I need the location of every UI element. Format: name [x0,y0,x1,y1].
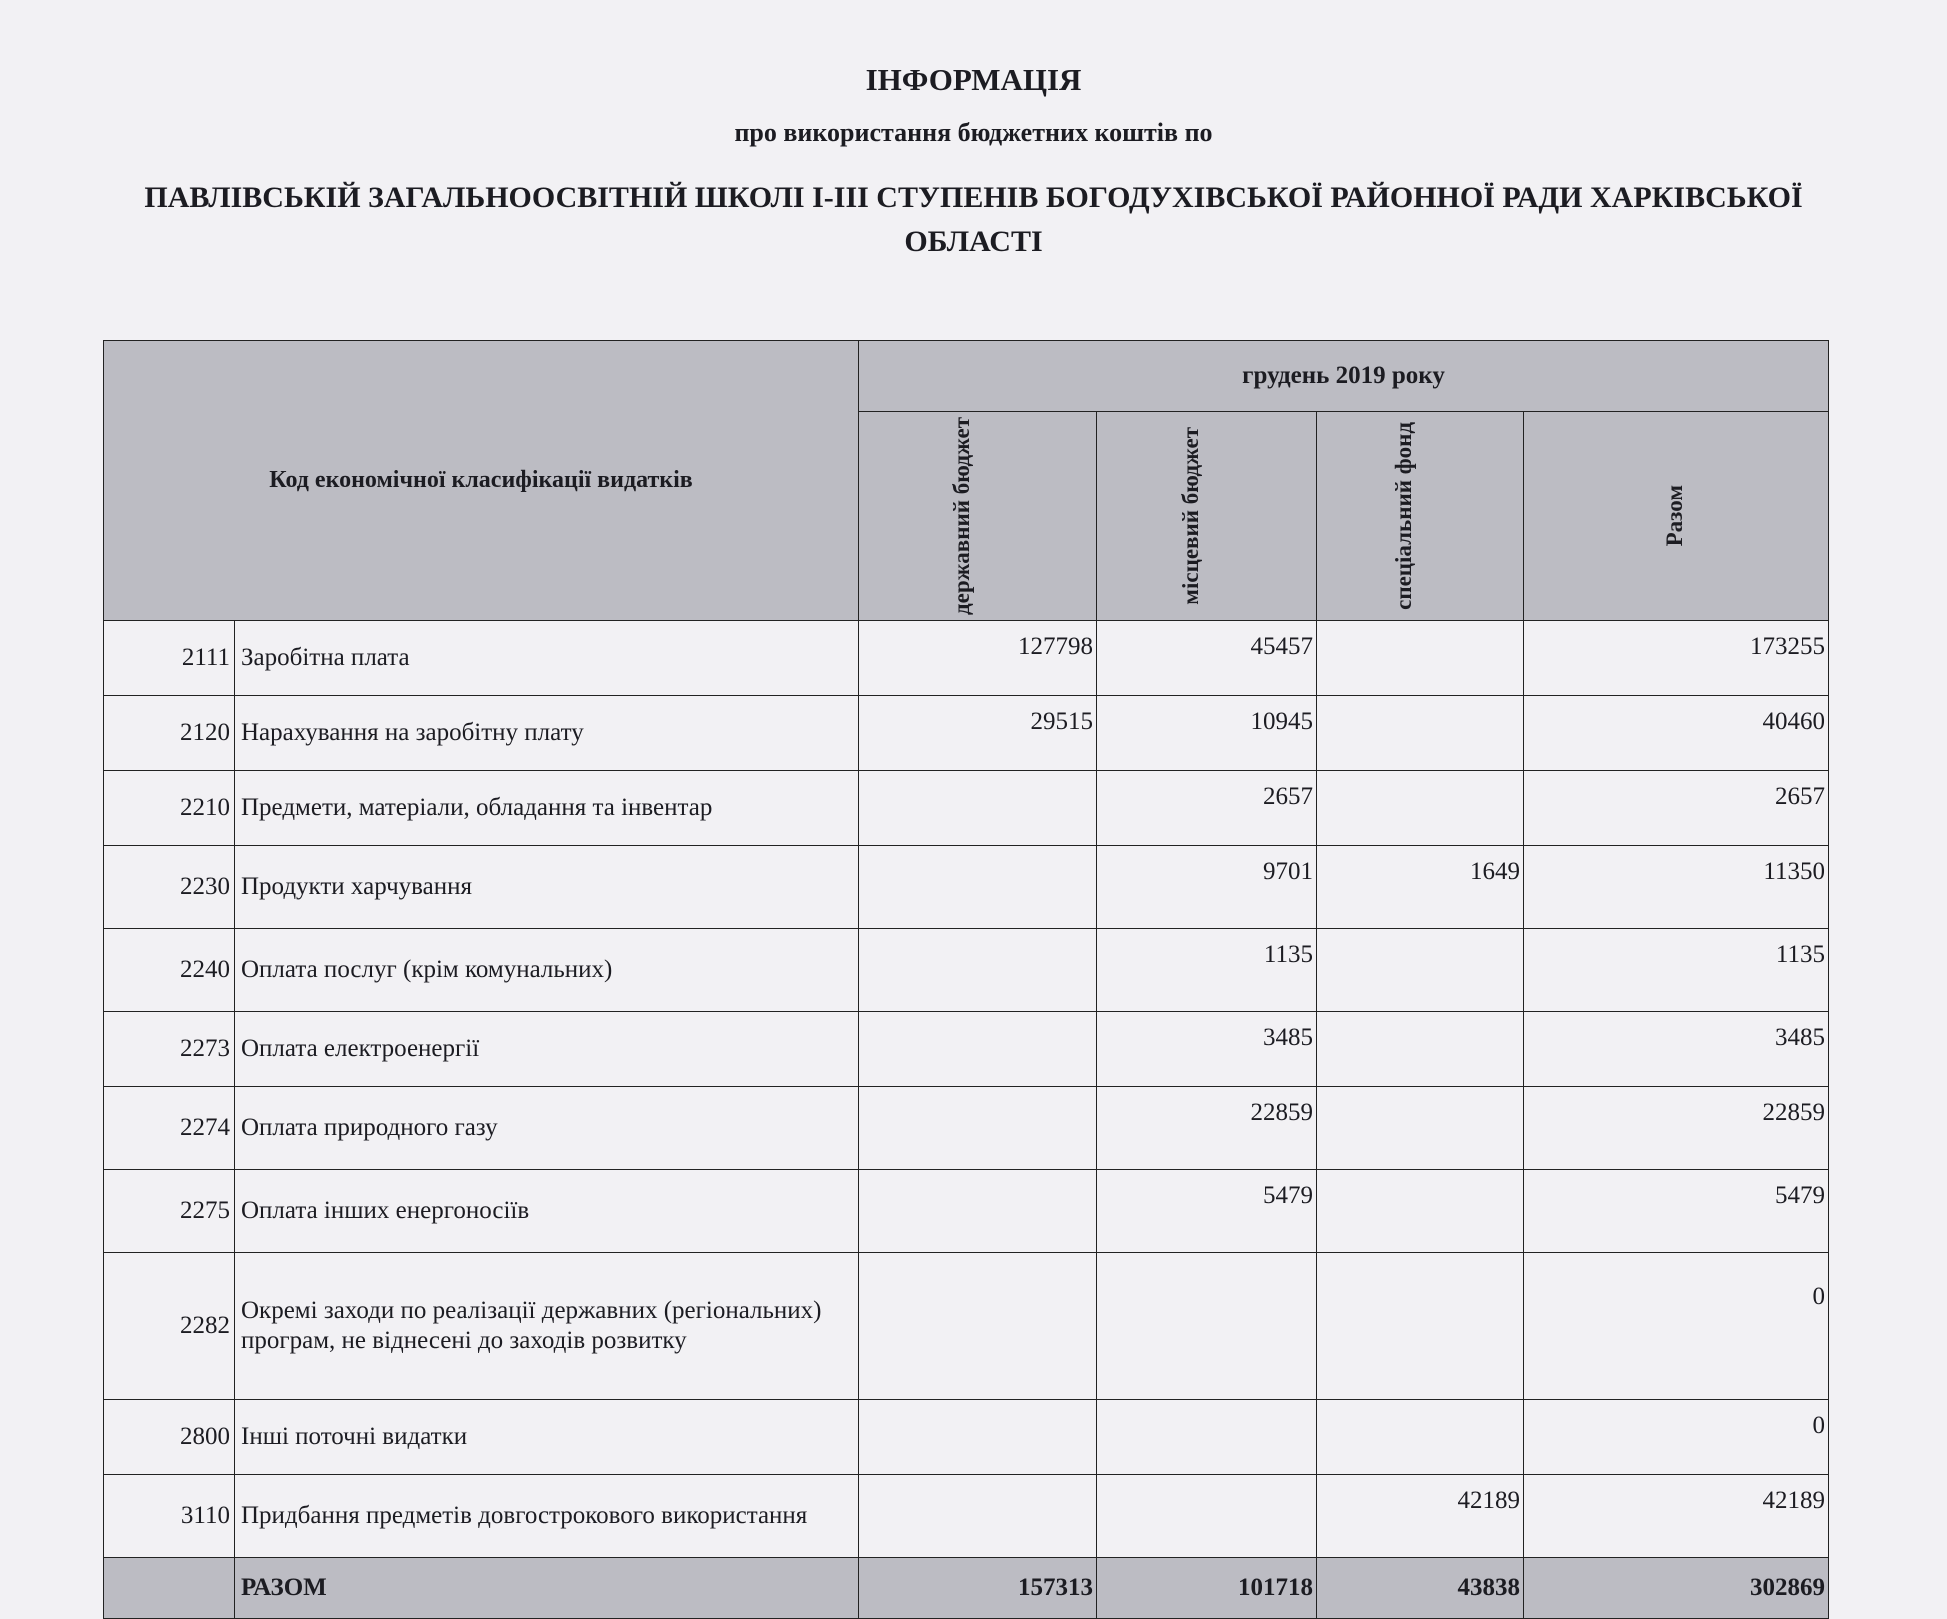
totals-special: 43838 [1317,1558,1524,1619]
totals-total: 302869 [1524,1558,1829,1619]
row-state [859,929,1097,1012]
row-special [1317,1012,1524,1087]
row-special [1317,771,1524,846]
row-name: Окремі заходи по реалізації державних (регіональних) програм, не віднесені до заходів розвитку [235,1253,859,1400]
row-total: 22859 [1524,1087,1829,1170]
row-name: Предмети, матеріали, обладання та інвентар [235,771,859,846]
row-total: 0 [1524,1400,1829,1475]
table-row [104,929,1829,1012]
row-local: 45457 [1097,621,1317,696]
document-title: ІНФОРМАЦІЯ [865,62,1082,97]
table-row [104,771,1829,846]
row-local: 2657 [1097,771,1317,846]
row-code: 2210 [104,771,235,846]
document-subtitle: про використання бюджетних коштів по [734,118,1213,147]
totals-state: 157313 [859,1558,1097,1619]
row-code: 2273 [104,1012,235,1087]
table-row [104,1087,1829,1170]
row-local: 22859 [1097,1087,1317,1170]
row-state [859,1087,1097,1170]
row-state [859,1170,1097,1253]
row-total: 40460 [1524,696,1829,771]
row-code: 2240 [104,929,235,1012]
row-local: 9701 [1097,846,1317,929]
table-row [104,846,1829,929]
row-name: Продукти харчування [235,846,859,929]
row-code: 2230 [104,846,235,929]
row-local: 3485 [1097,1012,1317,1087]
row-special [1317,1253,1524,1400]
row-total: 173255 [1524,621,1829,696]
row-code: 2282 [104,1253,235,1400]
totals-row [104,1558,1829,1619]
row-local [1097,1475,1317,1558]
table-row [104,1012,1829,1087]
row-state [859,846,1097,929]
row-total: 3485 [1524,1012,1829,1087]
totals-local: 101718 [1097,1558,1317,1619]
row-special [1317,1400,1524,1475]
row-state [859,1253,1097,1400]
organization-name: ПАВЛІВСЬКІЙ ЗАГАЛЬНООСВІТНІЙ ШКОЛІ І-ІІІ СТУПЕНІВ БОГОДУХІВСЬКОЇ РАЙОННОЇ РАДИ ХАРКІВСЬКОЇ ОБЛАСТІ [144,181,1803,258]
budget-table [103,340,1829,1619]
row-code: 2800 [104,1400,235,1475]
period-header: грудень 2019 року [859,341,1829,412]
col-header-total: Разом [1524,412,1829,621]
row-name: Заробітна плата [235,621,859,696]
row-local: 5479 [1097,1170,1317,1253]
row-special [1317,1087,1524,1170]
row-code: 2111 [104,621,235,696]
row-code: 3110 [104,1475,235,1558]
totals-code [104,1558,235,1619]
row-local: 1135 [1097,929,1317,1012]
row-total: 0 [1524,1253,1829,1400]
row-name: Оплата електроенергії [235,1012,859,1087]
row-local [1097,1253,1317,1400]
row-state [859,1400,1097,1475]
table-row [104,1475,1829,1558]
row-special [1317,1170,1524,1253]
table-row [104,1253,1829,1400]
row-state [859,771,1097,846]
row-code: 2275 [104,1170,235,1253]
row-total: 11350 [1524,846,1829,929]
row-special: 1649 [1317,846,1524,929]
row-total: 1135 [1524,929,1829,1012]
col-header-local: місцевий бюджет [1097,412,1317,621]
row-local: 10945 [1097,696,1317,771]
row-special [1317,929,1524,1012]
row-state [859,1475,1097,1558]
row-total: 5479 [1524,1170,1829,1253]
col-header-special: спеціальний фонд [1317,412,1524,621]
row-special: 42189 [1317,1475,1524,1558]
row-name: Придбання предметів довгострокового використання [235,1475,859,1558]
row-name: Оплата інших енергоносіїв [235,1170,859,1253]
row-special [1317,696,1524,771]
row-state: 127798 [859,621,1097,696]
totals-label: РАЗОМ [235,1558,859,1619]
row-name: Нарахування на заробітну плату [235,696,859,771]
row-local [1097,1400,1317,1475]
row-name: Інші поточні видатки [235,1400,859,1475]
row-total: 42189 [1524,1475,1829,1558]
row-name: Оплата послуг (крім комунальних) [235,929,859,1012]
table-row [104,621,1829,696]
row-code: 2120 [104,696,235,771]
row-code: 2274 [104,1087,235,1170]
row-name: Оплата природного газу [235,1087,859,1170]
col-header-state: державний бюджет [859,412,1097,621]
table-row [104,1170,1829,1253]
row-total: 2657 [1524,771,1829,846]
table-row [104,1400,1829,1475]
row-special [1317,621,1524,696]
table-row [104,696,1829,771]
row-state [859,1012,1097,1087]
code-header: Код економічної класифікації видатків [104,341,859,621]
row-state: 29515 [859,696,1097,771]
